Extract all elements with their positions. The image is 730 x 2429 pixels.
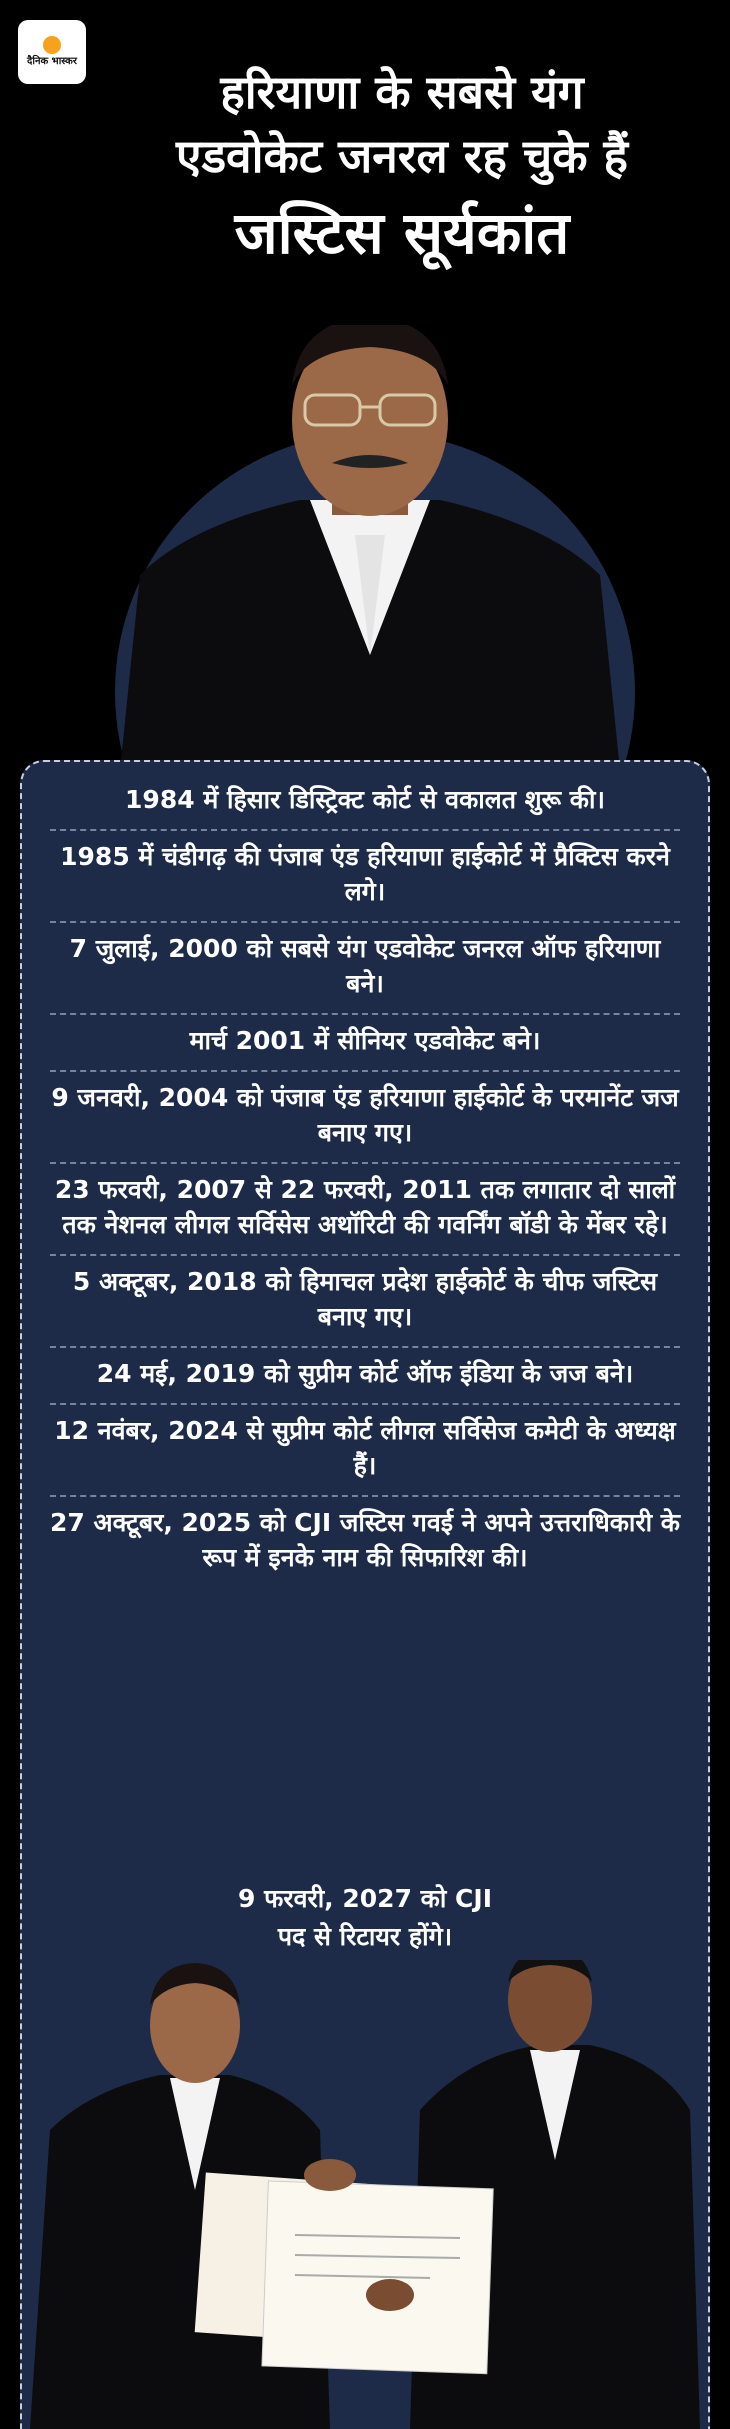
timeline-item: 7 जुलाई, 2000 को सबसे यंग एडवोकेट जनरल ऑफ हरियाणा बने। (50, 923, 680, 1015)
timeline-item: 9 जनवरी, 2004 को पंजाब एंड हरियाणा हाईकोर्ट के परमानेंट जज बनाए गए। (50, 1072, 680, 1164)
timeline-item: 1985 में चंडीगढ़ की पंजाब एंड हरियाणा हाईकोर्ट में प्रैक्टिस करने लगे। (50, 831, 680, 923)
timeline-item: 12 नवंबर, 2024 से सुप्रीम कोर्ट लीगल सर्विसेज कमेटी के अध्यक्ष हैं। (50, 1405, 680, 1497)
headline-name: जस्टिस सूर्यकांत (234, 199, 570, 267)
timeline-item: मार्च 2001 में सीनियर एडवोकेट बने। (50, 1015, 680, 1072)
timeline-item: 1984 में हिसार डिस्ट्रिक्ट कोर्ट से वकालत शुरू की। (50, 778, 680, 831)
portrait-illustration (100, 325, 640, 770)
timeline-item: 5 अक्टूबर, 2018 को हिमाचल प्रदेश हाईकोर्ट के चीफ जस्टिस बनाए गए। (50, 1256, 680, 1348)
headline-line-1: हरियाणा के सबसे यंग (220, 65, 584, 119)
retirement-note: 9 फरवरी, 2027 को CJI पद से रिटायर होंगे। (237, 1884, 492, 1951)
timeline-item: 27 अक्टूबर, 2025 को CJI जस्टिस गवई ने अपने उत्तराधिकारी के रूप में इनके नाम की सिफारिश की। (50, 1508, 681, 1572)
sun-icon (43, 36, 61, 54)
timeline-item: 24 मई, 2019 को सुप्रीम कोर्ट ऑफ इंडिया के जज बने। (50, 1348, 680, 1405)
headline-line-2: एडवोकेट जनरल रह चुके हैं (176, 129, 628, 183)
timeline-list (50, 778, 680, 1587)
dainik-bhaskar-logo (18, 20, 86, 84)
headline (92, 60, 712, 272)
ceremony-photo (30, 1960, 700, 2429)
timeline-item: 23 फरवरी, 2007 से 22 फरवरी, 2011 तक लगातार दो सालों तक नेशनल लीगल सर्विसेस अथॉरिटी की गवर्निंग बॉडी के मेंबर रहे। (50, 1164, 680, 1256)
logo-text: दैनिक भास्कर (27, 56, 77, 67)
